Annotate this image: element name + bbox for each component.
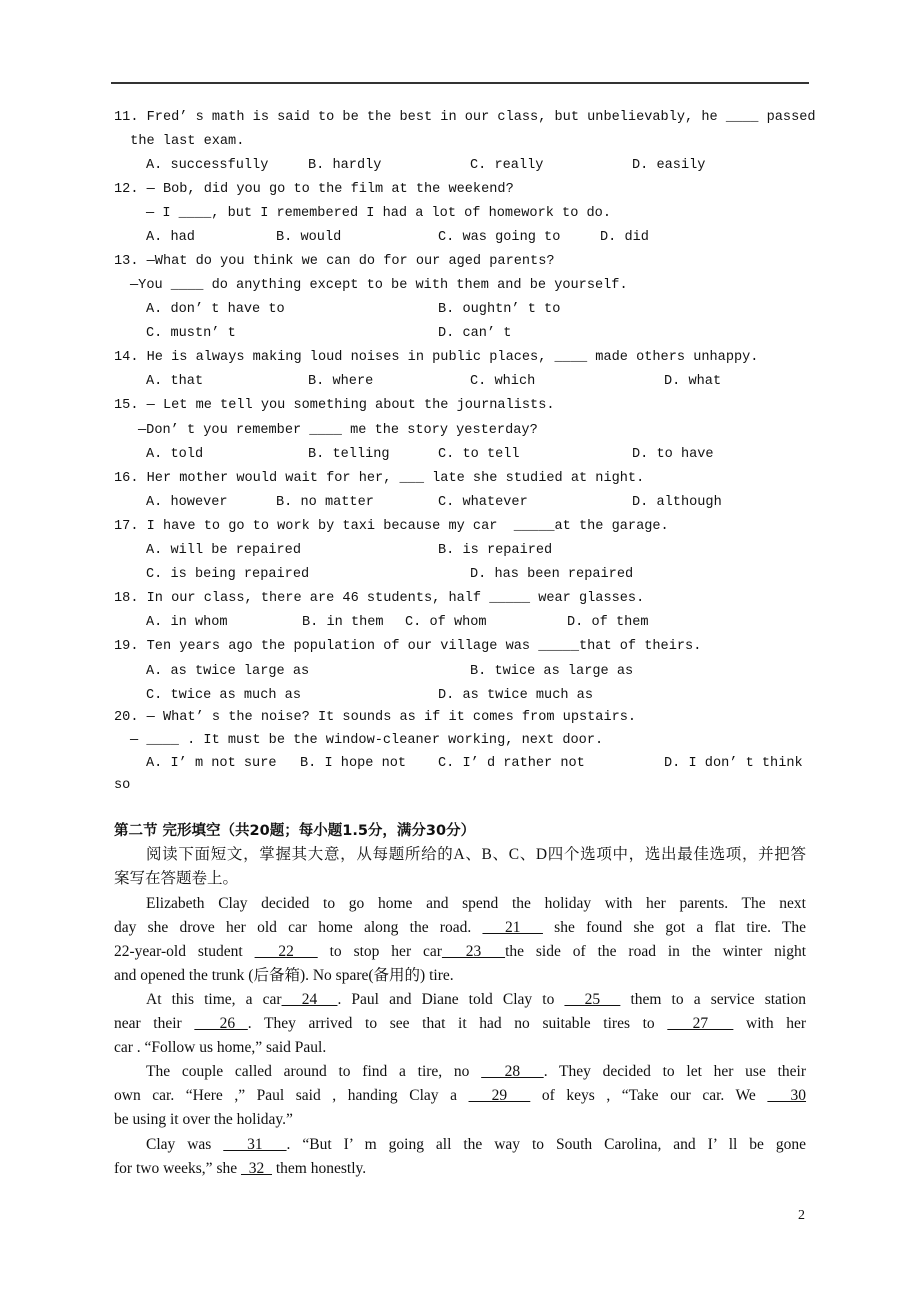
answer-option: B. no matter bbox=[276, 495, 374, 510]
passage-text: . They arrived to see that it had no suitable tires to bbox=[247, 1015, 668, 1032]
passage-line bbox=[146, 894, 806, 914]
answer-option: B. oughtn’ t to bbox=[438, 302, 561, 317]
blank: 26 bbox=[194, 1015, 248, 1032]
answer-option: A. had bbox=[146, 230, 195, 245]
answer-option: A. successfully bbox=[146, 158, 269, 173]
header-rule bbox=[111, 82, 809, 84]
answer-option: B. I hope not bbox=[300, 756, 407, 771]
passage-text: for two weeks,” she bbox=[114, 1160, 241, 1177]
answer-option: C. to tell bbox=[438, 447, 520, 462]
passage-text: she found she got a flat tire. The bbox=[542, 919, 807, 936]
passage-text: . They decided to let her use their bbox=[543, 1063, 807, 1080]
passage-text: them honestly. bbox=[271, 1160, 367, 1177]
answer-option: D. of them bbox=[567, 615, 649, 630]
passage-text: them to a service station bbox=[620, 991, 807, 1008]
answer-option: C. which bbox=[470, 374, 536, 389]
passage-line bbox=[146, 990, 806, 1010]
answer-option: A. don’ t have to bbox=[146, 302, 285, 317]
passage-line bbox=[114, 966, 806, 986]
answer-option: B. where bbox=[308, 374, 374, 389]
answer-option: C. is being repaired bbox=[146, 567, 310, 582]
answer-option: A. will be repaired bbox=[146, 543, 301, 558]
passage-text: of keys , “Take our car. We bbox=[530, 1087, 768, 1104]
passage-text: . Paul and Diane told Clay to bbox=[337, 991, 565, 1008]
question-stem: —You ____ do anything except to be with them and be yourself. bbox=[130, 278, 628, 293]
question-stem: 15. — Let me tell you something about the journalists. bbox=[114, 398, 555, 413]
blank: 31 bbox=[223, 1136, 287, 1153]
answer-option: B. hardly bbox=[308, 158, 382, 173]
passage-text: the side of the road in the winter night bbox=[505, 943, 807, 960]
question-stem: 13. —What do you think we can do for our aged parents? bbox=[114, 254, 555, 269]
answer-option: B. telling bbox=[308, 447, 390, 462]
passage-text: day she drove her old car home along the road. bbox=[114, 919, 483, 936]
answer-option: D. has been repaired bbox=[470, 567, 634, 582]
answer-option: A. told bbox=[146, 447, 204, 462]
answer-option: A. however bbox=[146, 495, 228, 510]
answer-option: D. I don’ t think bbox=[664, 756, 803, 771]
answer-option: D. easily bbox=[632, 158, 706, 173]
passage-text: be using it over the holiday.” bbox=[114, 1111, 293, 1128]
answer-option: D. as twice much as bbox=[438, 688, 593, 703]
passage-text: and opened the trunk (后备箱). No spare(备用的) tire. bbox=[114, 967, 454, 984]
passage-text: own car. “Here ,” Paul said , handing Clay a bbox=[114, 1087, 469, 1104]
passage-line bbox=[114, 942, 806, 962]
blank: 30 bbox=[767, 1087, 807, 1104]
blank: 22 bbox=[254, 943, 318, 960]
answer-option: D. what bbox=[664, 374, 722, 389]
answer-option: B. twice as large as bbox=[470, 664, 634, 679]
answer-option: D. can’ t bbox=[438, 326, 512, 341]
answer-option: D. to have bbox=[632, 447, 714, 462]
answer-option: C. of whom bbox=[405, 615, 487, 630]
passage-line bbox=[114, 1110, 806, 1130]
answer-option: C. whatever bbox=[438, 495, 528, 510]
question-stem: — ____ . It must be the window-cleaner working, next door. bbox=[130, 733, 604, 748]
question-stem-continuation: so bbox=[114, 778, 131, 793]
passage-text: Clay was bbox=[146, 1136, 224, 1153]
answer-option: C. was going to bbox=[438, 230, 561, 245]
question-stem: — I ____, but I remembered I had a lot of homework to do. bbox=[146, 206, 611, 221]
blank: 27 bbox=[667, 1015, 734, 1032]
question-stem: 20. — What’ s the noise? It sounds as if it comes from upstairs. bbox=[114, 710, 637, 725]
question-stem: —Don’ t you remember ____ me the story yesterday? bbox=[138, 423, 538, 438]
passage-line bbox=[114, 1014, 806, 1034]
passage-line bbox=[114, 1086, 806, 1106]
section-instructions-line: 阅读下面短文，掌握其大意，从每题所给的A、B、C、D四个选项中，选出最佳选项，并把答 bbox=[146, 846, 806, 863]
passage-text: with her bbox=[733, 1015, 806, 1032]
question-stem: 14. He is always making loud noises in public places, ____ made others unhappy. bbox=[114, 350, 759, 365]
passage-text: near their bbox=[114, 1015, 195, 1032]
blank: 25 bbox=[564, 991, 621, 1008]
answer-option: C. really bbox=[470, 158, 544, 173]
answer-option: D. although bbox=[632, 495, 722, 510]
passage-text: Elizabeth Clay decided to go home and spend the holiday with her parents. The next bbox=[146, 895, 806, 912]
answer-option: B. is repaired bbox=[438, 543, 553, 558]
answer-option: A. in whom bbox=[146, 615, 228, 630]
passage-text: to stop her car bbox=[317, 943, 442, 960]
passage-line bbox=[146, 1062, 806, 1082]
question-stem: 18. In our class, there are 46 students, half _____ wear glasses. bbox=[114, 591, 645, 606]
passage-text: At this time, a car bbox=[146, 991, 282, 1008]
section-instructions-line: 案写在答题卷上。 bbox=[114, 870, 239, 887]
answer-option: C. twice as much as bbox=[146, 688, 301, 703]
blank: 32 bbox=[240, 1160, 272, 1177]
answer-option: A. I’ m not sure bbox=[146, 756, 277, 771]
answer-option: B. in them bbox=[302, 615, 384, 630]
question-stem: 11. Fred’ s math is said to be the best in our class, but unbelievably, he ____ passed bbox=[114, 110, 816, 125]
passage-line bbox=[146, 1135, 806, 1155]
question-stem: 19. Ten years ago the population of our village was _____that of theirs. bbox=[114, 639, 702, 654]
answer-option: A. as twice large as bbox=[146, 664, 310, 679]
answer-option: D. did bbox=[600, 230, 649, 245]
passage-line bbox=[114, 1038, 806, 1058]
passage-text: 22-year-old student bbox=[114, 943, 255, 960]
passage-text: The couple called around to find a tire, no bbox=[146, 1063, 482, 1080]
passage-text: . “But I’ m going all the way to South Carolina, and I’ ll be gone bbox=[286, 1136, 806, 1153]
question-stem: 16. Her mother would wait for her, ___ late she studied at night. bbox=[114, 471, 645, 486]
question-stem: the last exam. bbox=[122, 134, 245, 149]
page-number: 2 bbox=[798, 1208, 805, 1223]
passage-line bbox=[114, 918, 806, 938]
question-stem: 17. I have to go to work by taxi because my car _____at the garage. bbox=[114, 519, 669, 534]
section-heading: 第二节 完形填空（共20题；每小题1.5分，满分30分） bbox=[114, 823, 476, 839]
blank: 28 bbox=[481, 1063, 544, 1080]
question-stem: 12. — Bob, did you go to the film at the weekend? bbox=[114, 182, 514, 197]
blank: 24 bbox=[281, 991, 338, 1008]
blank: 29 bbox=[468, 1087, 531, 1104]
answer-option: B. would bbox=[276, 230, 342, 245]
passage-line bbox=[114, 1159, 806, 1179]
answer-option: A. that bbox=[146, 374, 204, 389]
answer-option: C. mustn’ t bbox=[146, 326, 236, 341]
passage-text: car . “Follow us home,” said Paul. bbox=[114, 1039, 327, 1056]
answer-option: C. I’ d rather not bbox=[438, 756, 585, 771]
blank: 23 bbox=[441, 943, 506, 960]
blank: 21 bbox=[482, 919, 543, 936]
